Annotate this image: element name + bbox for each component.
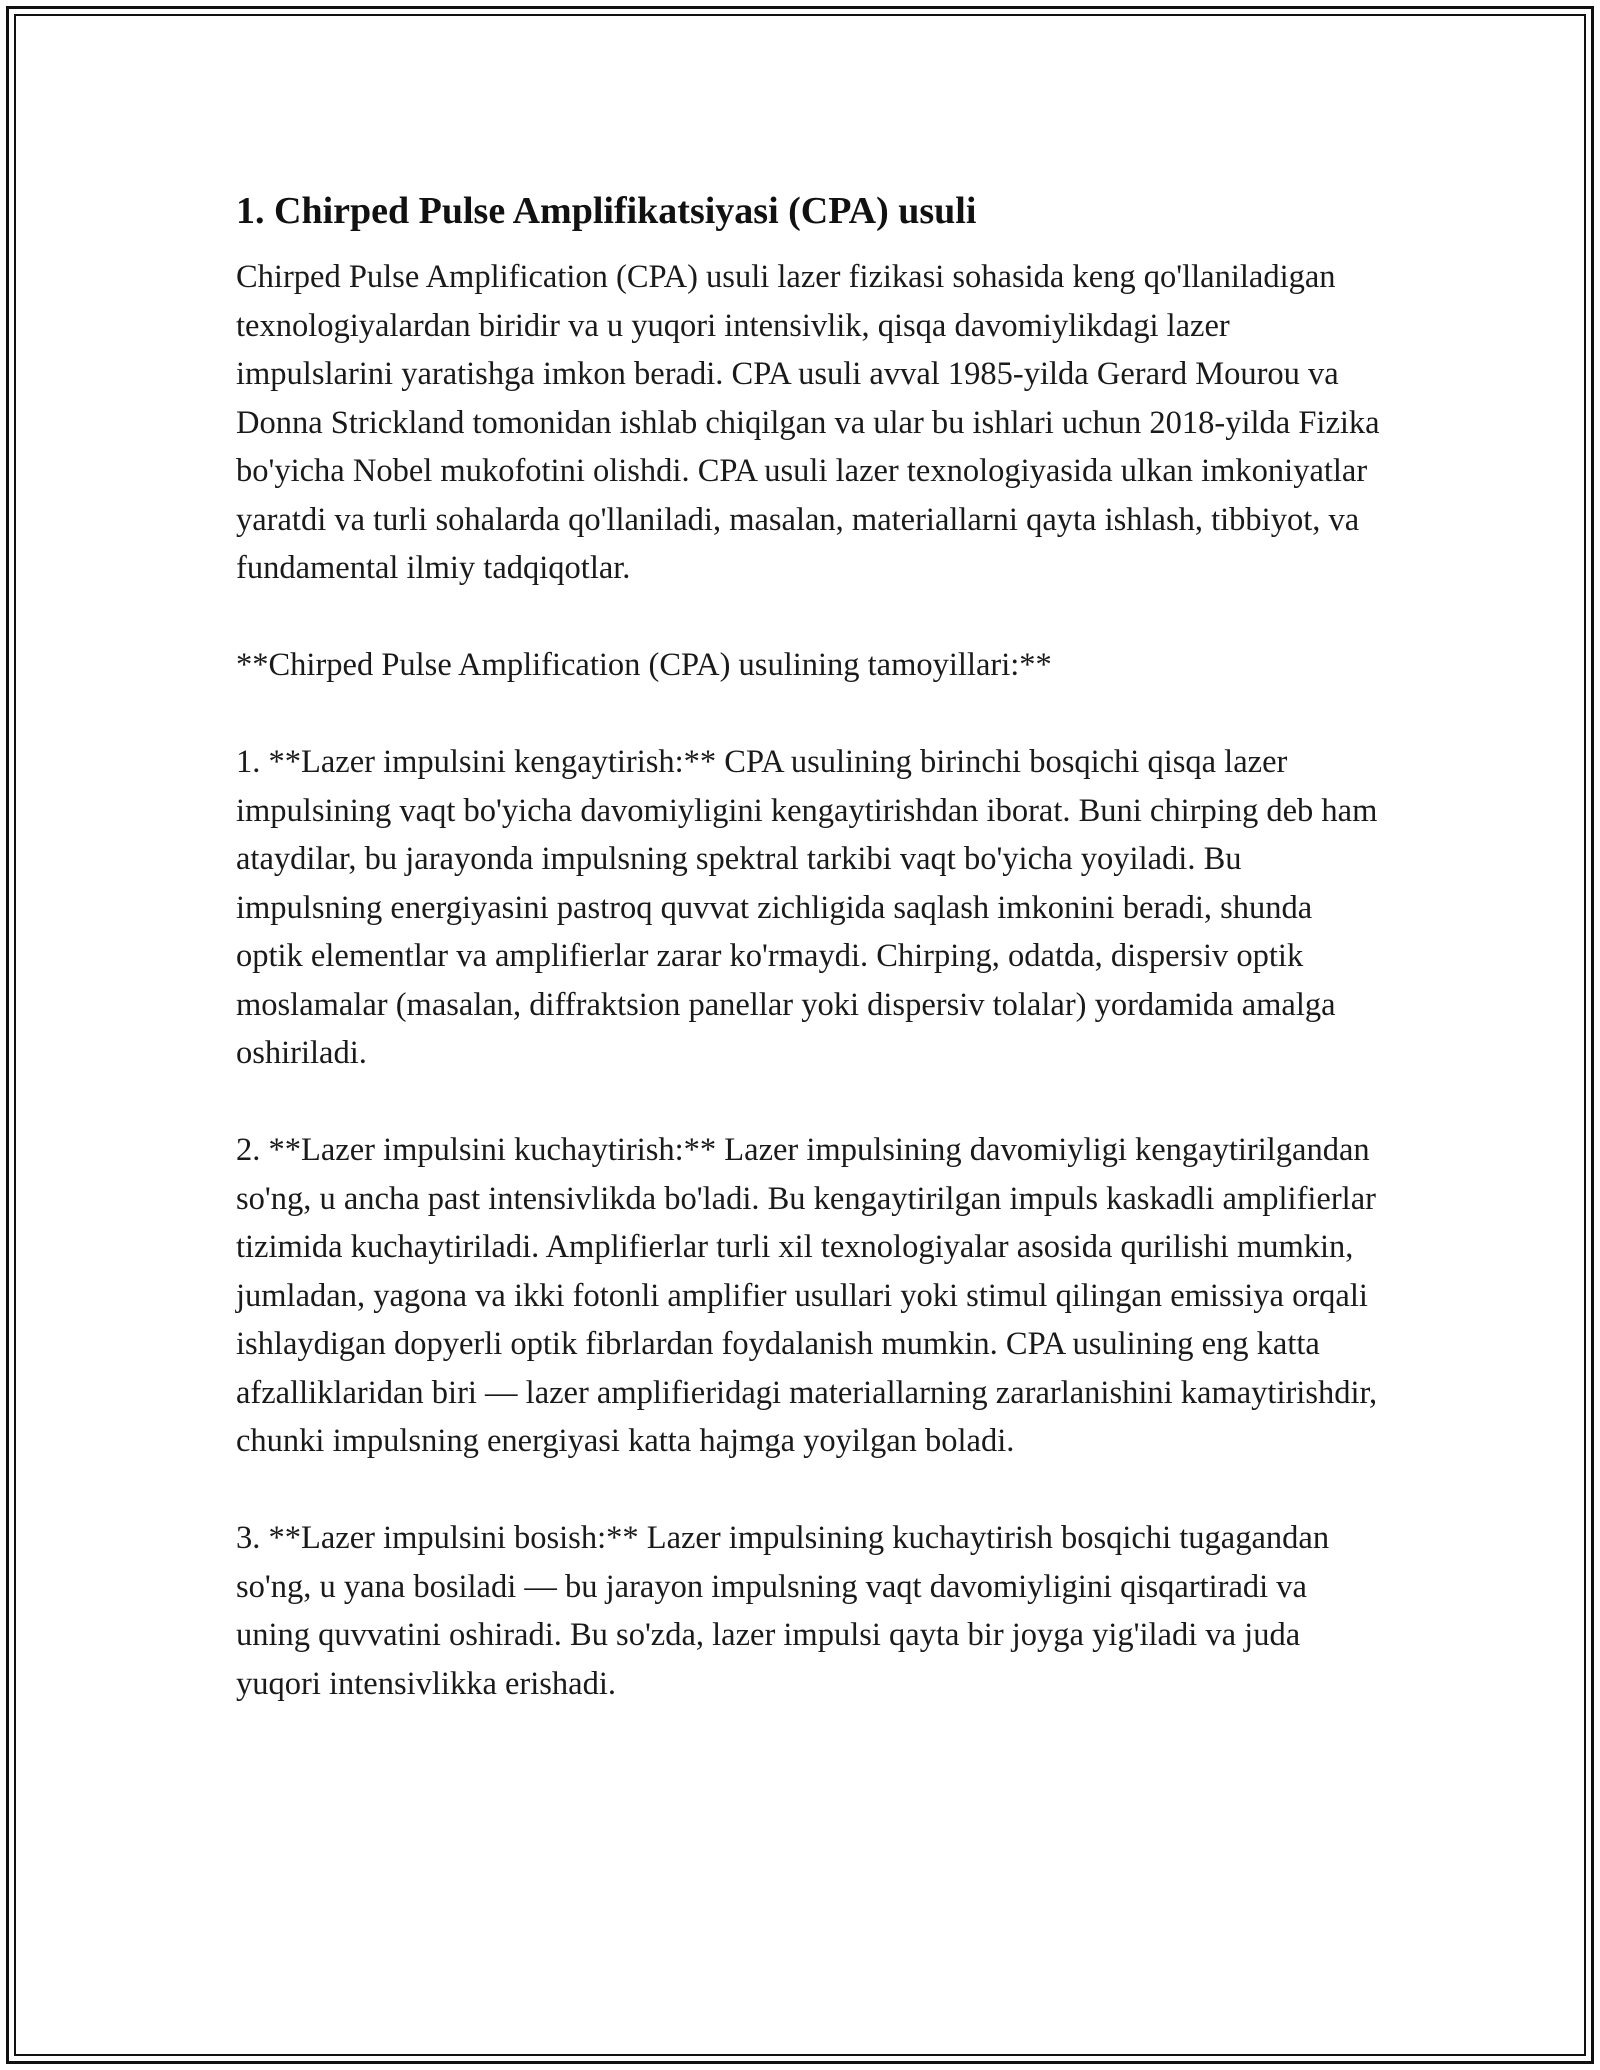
section-heading: 1. Chirped Pulse Amplifikatsiyasi (CPA) usuli — [236, 190, 977, 232]
principle-1-paragraph: 1. **Lazer impulsini kengaytirish:** CPA usulining birinchi bosqichi qisqa lazer impulsining vaqt bo'yicha davomiyligini kengaytirishdan iborat. Buni chirping deb ham ataydilar, bu jarayonda impulsning spektral tarkibi vaqt bo'yicha yoyiladi. Bu impulsning energiyasini pastroq quvvat zichligida saqlash imkonini beradi, shunda optik elementlar va amplifierlar zarar ko'rmaydi. Chirping, odatda, dispersiv optik moslamalar (masalan, diffraktsion panellar yoki dispersiv tolalar) yordamida amalga oshiriladi. — [236, 744, 1378, 1071]
principles-title-paragraph: **Chirped Pulse Amplification (CPA) usulining tamoyillari:** — [236, 647, 1052, 683]
principle-3-paragraph: 3. **Lazer impulsini bosish:** Lazer impulsining kuchaytirish bosqichi tugagandan so'ng, u yana bosiladi — bu jarayon impulsning vaqt davomiyligini qisqartiradi va uning quvvatini oshiradi. Bu so'zda, lazer impulsi qayta bir joyga yig'iladi va juda yuqori intensivlikka erishadi. — [236, 1520, 1330, 1702]
document-body — [236, 183, 1386, 1708]
intro-paragraph: Chirped Pulse Amplification (CPA) usuli lazer fizikasi sohasida keng qo'llaniladigan texnologiyalardan biridir va u yuqori intensivlik, qisqa davomiylikdagi lazer impulslarini yaratishga imkon beradi. CPA usuli avval 1985-yilda Gerard Mourou va Donna Strickland tomonidan ishlab chiqilgan va ular bu ishlari uchun 2018-yilda Fizika bo'yicha Nobel mukofotini olishdi. CPA usuli lazer texnologiyasida ulkan imkoniyatlar yaratdi va turli sohalarda qo'llaniladi, masalan, materiallarni qayta ishlash, tibbiyot, va fundamental ilmiy tadqiqotlar. — [236, 259, 1380, 586]
principle-2-paragraph: 2. **Lazer impulsini kuchaytirish:** Lazer impulsining davomiyligi kengaytirilgandan so'ng, u ancha past intensivlikda bo'ladi. Bu kengaytirilgan impuls kaskadli amplifierlar tizimida kuchaytiriladi. Amplifierlar turli xil texnologiyalar asosida qurilishi mumkin, jumladan, yagona va ikki fotonli amplifier usullari yoki stimul qilingan emissiya orqali ishlaydigan dopyerli optik fibrlardan foydalanish mumkin. CPA usulining eng katta afzalliklaridan biri — lazer amplifieridagi materiallarning zararlanishini kamaytirishdir, chunki impulsning energiyasi katta hajmga yoyilgan boladi. — [236, 1132, 1378, 1459]
